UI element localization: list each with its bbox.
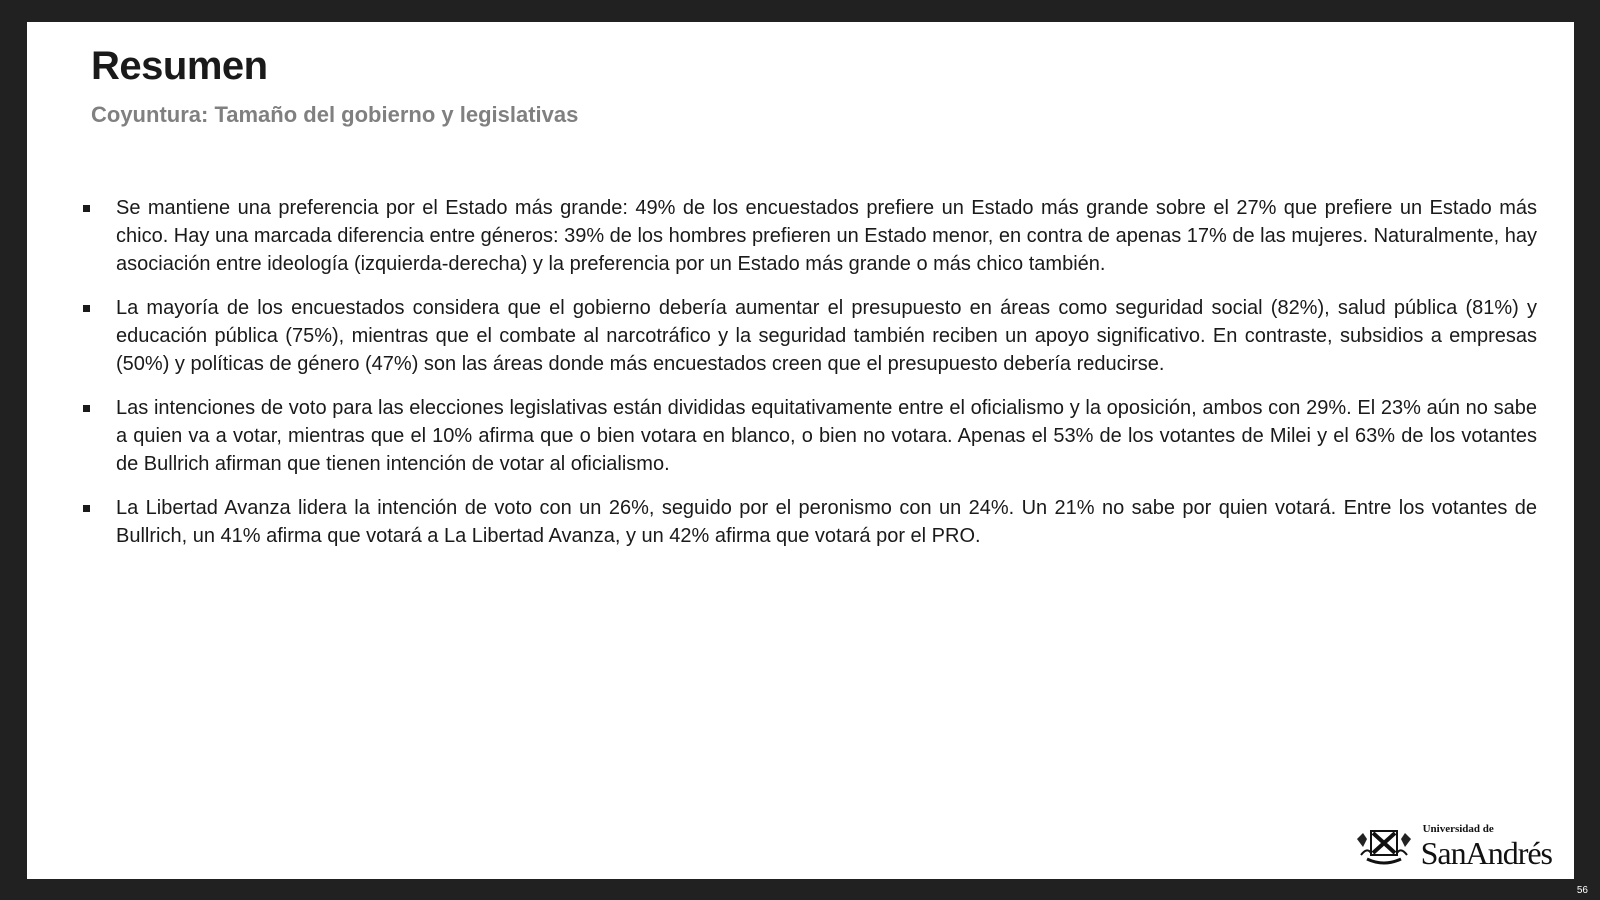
bullet-item [83,294,1537,378]
square-bullet-icon [83,305,90,312]
crest-icon [1353,825,1415,869]
slide-title: Resumen [91,44,268,88]
page-number: 56 [1576,885,1588,896]
bullet-list [83,194,1537,566]
bullet-text: Las intenciones de voto para las elecciones legislativas están divididas equitativamente entre el oficialismo y la oposición, ambos con 29%. El 23% aún no sabe a quien va a votar, mientras que el 10% afirma que o bien votara en blanco, o bien no votara. Apenas el 53% de los votantes de Milei y el 63% de los votantes de Bullrich afirman que tienen intención de votar al oficialismo. [116,397,1537,475]
square-bullet-icon [83,205,90,212]
slide-subtitle: Coyuntura: Tamaño del gobierno y legislativas [91,102,579,127]
logo-small-text: Universidad de [1422,823,1494,835]
square-bullet-icon [83,505,90,512]
slide [27,22,1574,879]
logo-big-text: SanAndrés [1420,835,1552,871]
bullet-item [83,494,1537,550]
bullet-text: Se mantiene una preferencia por el Estado más grande: 49% de los encuestados prefiere un Estado más grande sobre el 27% que prefiere un Estado más chico. Hay una marcada diferencia entre géneros: 39% de los hombres prefieren un Estado menor, en contra de apenas 17% de las mujeres. Naturalmente, hay asociación entre ideología (izquierda-derecha) y la preferencia por un Estado más grande o más chico también. [116,197,1537,275]
square-bullet-icon [83,405,90,412]
university-logo [1353,824,1552,869]
bullet-text: La mayoría de los encuestados considera que el gobierno debería aumentar el presupuesto en áreas como seguridad social (82%), salud pública (81%) y educación pública (75%), mientras que el combate al narcotráfico y la seguridad también reciben un apoyo significativo. En contraste, subsidios a empresas (50%) y políticas de género (47%) son las áreas donde más encuestados creen que el presupuesto debería reducirse. [116,297,1537,375]
bullet-text: La Libertad Avanza lidera la intención de voto con un 26%, seguido por el peronismo con un 24%. Un 21% no sabe por quien votará. Entre los votantes de Bullrich, un 41% afirma que votará a La Libertad Avanza, y un 42% afirma que votará por el PRO. [116,497,1537,547]
bullet-item [83,394,1537,478]
bullet-item [83,194,1537,278]
